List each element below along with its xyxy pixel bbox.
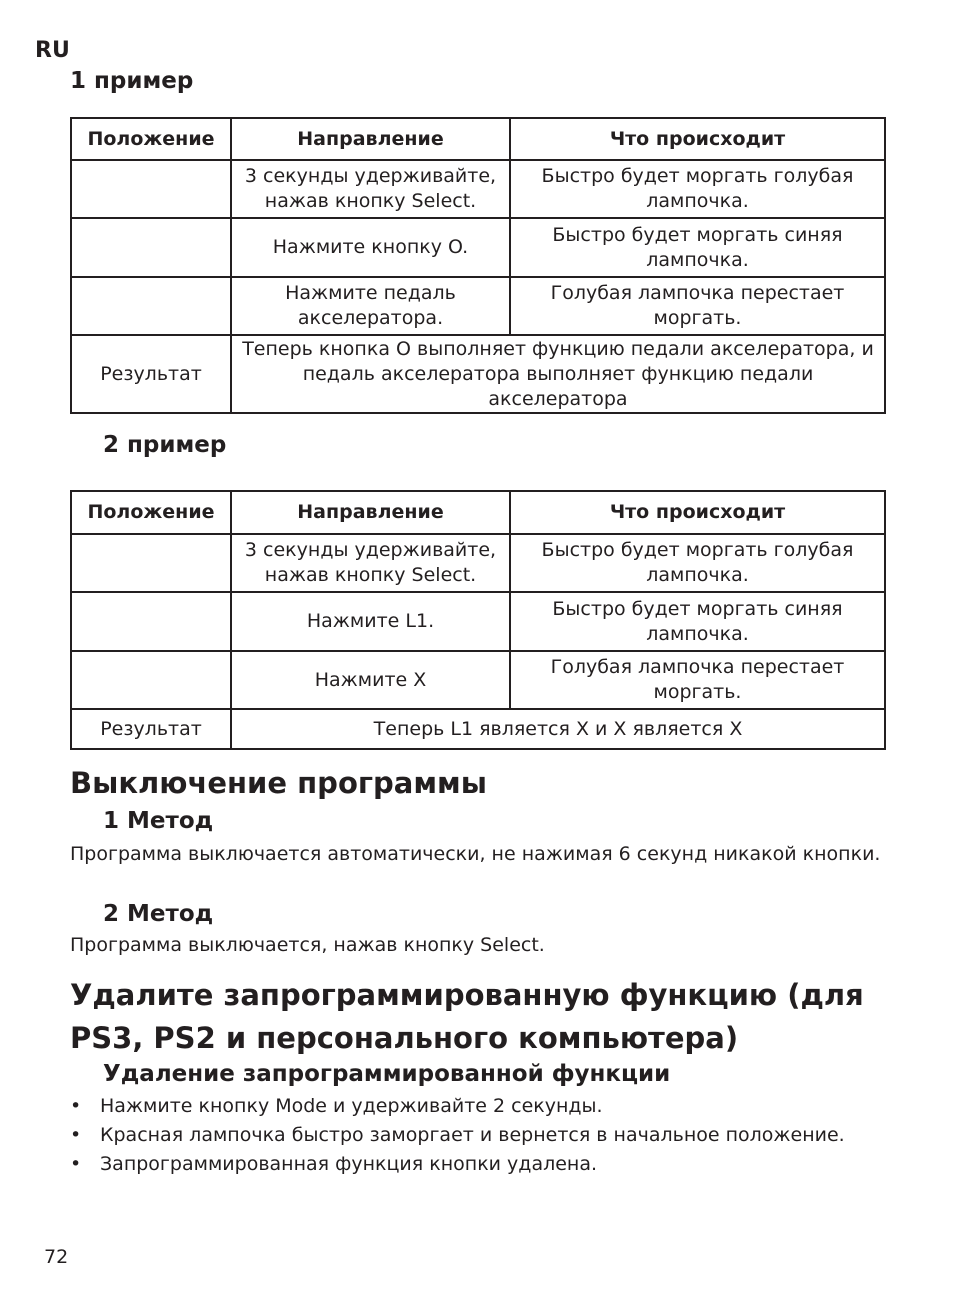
example-1-table [70,117,886,414]
cell-direction: Нажмите кнопку O. [231,218,510,277]
page-number: 72 [44,1246,69,1268]
cell-position [71,592,231,651]
table-row [71,534,885,592]
cell-result: Быстро будет моргать голубая лампочка. [510,534,885,592]
table-row [71,592,885,651]
cell-result-text: Теперь L1 является X и X является X [231,709,885,749]
method-1-text: Программа выключается автоматически, не нажимая 6 секунд никакой кнопки. [70,843,881,865]
table-result-row [71,335,885,413]
list-item [70,1092,900,1121]
table-row [71,277,885,335]
cell-result-label: Результат [71,335,231,413]
cell-direction: 3 секунды удерживайте, нажав кнопку Select. [231,160,510,218]
cell-result: Голубая лампочка перестает моргать. [510,651,885,709]
cell-position [71,218,231,277]
example-1-title: 1 пример [70,68,194,94]
header-direction: Направление [231,491,510,534]
table-result-row [71,709,885,749]
cell-result: Быстро будет моргать синяя лампочка. [510,218,885,277]
delete-steps-list [70,1092,900,1179]
cell-direction: 3 секунды удерживайте, нажав кнопку Select. [231,534,510,592]
header-what-happens: Что происходит [510,118,885,160]
cell-result-text: Теперь кнопка O выполняет функцию педали акселератора, и педаль акселератора выполняет функцию педали акселератора [231,335,885,413]
cell-position [71,534,231,592]
header-what-happens: Что происходит [510,491,885,534]
table-row [71,651,885,709]
example-2-title: 2 пример [103,432,227,458]
table-row [71,218,885,277]
header-direction: Направление [231,118,510,160]
delete-function-subheading: Удаление запрограммированной функции [103,1061,671,1087]
method-2-title: 2 Метод [103,901,214,927]
bullet: • [70,1124,82,1146]
cell-result: Быстро будет моргать голубая лампочка. [510,160,885,218]
example-2-table [70,490,886,750]
cell-position [71,651,231,709]
list-item [70,1121,900,1150]
method-1-title: 1 Метод [103,808,214,834]
cell-direction: Нажмите педаль акселератора. [231,277,510,335]
table-row [71,160,885,218]
cell-result: Голубая лампочка перестает моргать. [510,277,885,335]
delete-function-heading: Удалите запрограммированную функцию (для PS3, PS2 и персонального компьютера) [70,978,864,1055]
language-label: RU [35,38,70,63]
list-item-text: Нажмите кнопку Mode и удерживайте 2 секунды. [100,1095,603,1117]
list-item-text: Красная лампочка быстро заморгает и вернется в начальное положение. [100,1124,845,1146]
cell-position [71,160,231,218]
table-header-row [71,491,885,534]
cell-result: Быстро будет моргать синяя лампочка. [510,592,885,651]
shutdown-heading: Выключение программы [70,766,487,800]
table-header-row [71,118,885,160]
list-item [70,1150,900,1179]
header-position: Положение [71,118,231,160]
cell-direction: Нажмите X [231,651,510,709]
cell-position [71,277,231,335]
cell-direction: Нажмите L1. [231,592,510,651]
method-2-text: Программа выключается, нажав кнопку Select. [70,934,545,956]
bullet: • [70,1095,82,1117]
list-item-text: Запрограммированная функция кнопки удалена. [100,1153,598,1175]
bullet: • [70,1153,82,1175]
header-position: Положение [71,491,231,534]
cell-result-label: Результат [71,709,231,749]
